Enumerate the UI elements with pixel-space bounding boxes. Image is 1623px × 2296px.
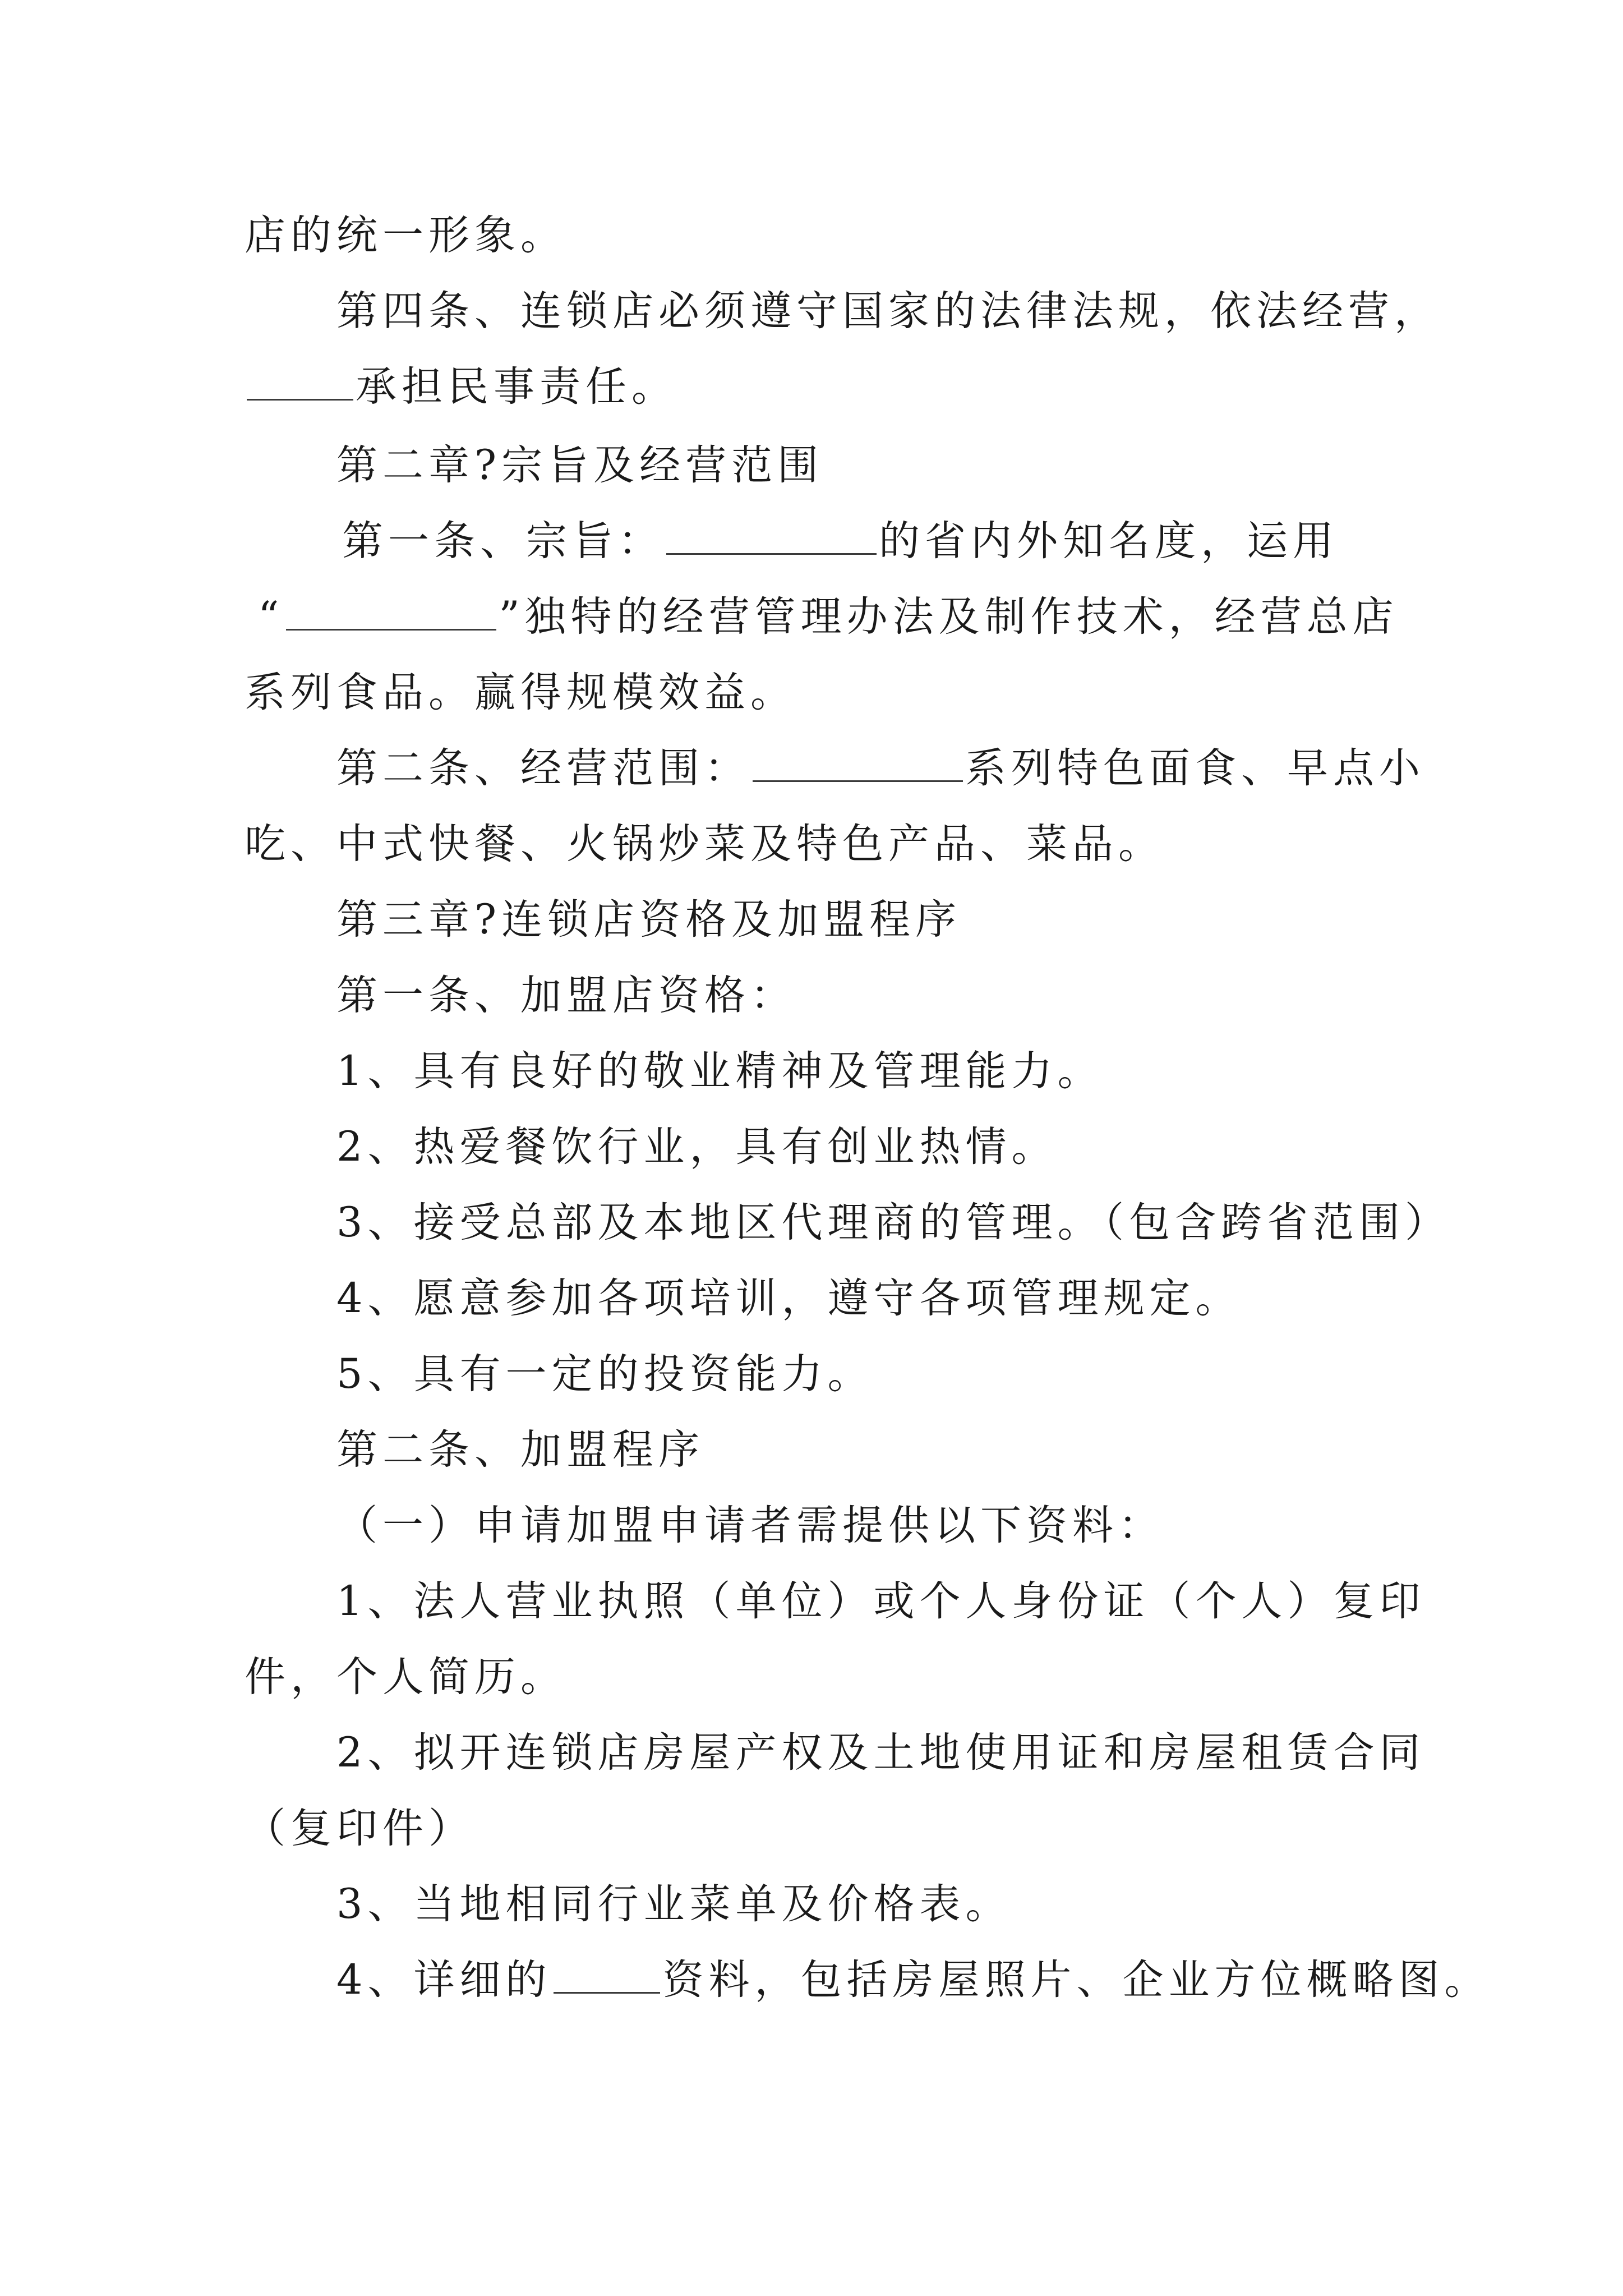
line-text: 4、愿意参加各项培训，遵守各项管理规定。 bbox=[336, 1274, 1242, 1322]
list-item bbox=[336, 1122, 1057, 1172]
line-text: 第一条、宗旨： bbox=[342, 517, 664, 565]
line-text: 1、法人营业执照（单位）或个人身份证（个人）复印 bbox=[336, 1577, 1426, 1625]
line-text: 第二条、加盟程序 bbox=[336, 1426, 704, 1474]
fill-in-blank bbox=[247, 364, 353, 401]
text-line bbox=[336, 1501, 1164, 1551]
fill-in-blank bbox=[286, 594, 496, 631]
list-item bbox=[336, 1273, 1241, 1324]
text-line bbox=[245, 1803, 474, 1854]
fill-in-blank bbox=[666, 518, 877, 555]
line-text: ”独特的经营管理办法及制作技术，经营总店 bbox=[499, 593, 1399, 641]
list-item bbox=[336, 1046, 1103, 1097]
list-item bbox=[336, 1576, 1425, 1627]
line-text: 吃、中式快餐、火锅炒菜及特色产品、菜品。 bbox=[245, 820, 1164, 868]
line-text: 第四条、连锁店必须遵守国家的法律法规，依法经营， bbox=[336, 287, 1440, 335]
line-text: “ bbox=[258, 593, 284, 641]
section-heading bbox=[336, 440, 823, 491]
line-text: 第二条、经营范围： bbox=[336, 744, 750, 792]
line-text: （一）申请加盟申请者需提供以下资料： bbox=[336, 1502, 1164, 1549]
line-text: 2、拟开连锁店房屋产权及土地使用证和房屋租赁合同 bbox=[336, 1729, 1426, 1777]
line-text: 系列特色面食、早点小 bbox=[965, 744, 1425, 792]
fill-in-blank bbox=[554, 1957, 660, 1994]
text-line bbox=[245, 210, 566, 261]
text-line bbox=[245, 1652, 566, 1703]
text-line bbox=[342, 516, 1339, 567]
text-line bbox=[245, 819, 1164, 869]
line-text: 的省内外知名度，运用 bbox=[879, 517, 1339, 565]
section-heading bbox=[336, 895, 961, 945]
line-text: 店的统一形象。 bbox=[245, 211, 566, 259]
line-text: 3、接受总部及本地区代理商的管理。（包含跨省范围） bbox=[336, 1199, 1451, 1246]
text-line bbox=[258, 592, 1399, 642]
line-text: 2、热爱餐饮行业，具有创业热情。 bbox=[336, 1123, 1058, 1171]
line-text: 承担民事责任。 bbox=[356, 363, 677, 411]
list-item bbox=[336, 1879, 1011, 1930]
text-line bbox=[336, 1425, 704, 1475]
text-line bbox=[336, 743, 1425, 794]
line-text: 3、当地相同行业菜单及价格表。 bbox=[336, 1880, 1012, 1928]
text-line bbox=[336, 286, 1440, 337]
list-item bbox=[336, 1955, 1490, 2005]
line-text: （复印件） bbox=[245, 1805, 474, 1852]
text-line bbox=[245, 668, 796, 718]
line-text: 第一条、加盟店资格： bbox=[336, 972, 796, 1019]
list-item bbox=[336, 1349, 873, 1400]
list-item bbox=[336, 1198, 1451, 1248]
line-text: 5、具有一定的投资能力。 bbox=[336, 1350, 874, 1398]
line-text: 第三章?连锁店资格及加盟程序 bbox=[336, 896, 962, 944]
line-text: 系列食品。赢得规模效益。 bbox=[245, 669, 796, 716]
line-text: 件，个人简历。 bbox=[245, 1653, 566, 1701]
line-text: 1、具有良好的敬业精神及管理能力。 bbox=[336, 1047, 1104, 1095]
list-item bbox=[336, 1728, 1425, 1778]
line-text: 4、详细的 bbox=[336, 1956, 552, 2004]
line-text: 资料，包括房屋照片、企业方位概略图。 bbox=[662, 1956, 1491, 2004]
text-line bbox=[336, 970, 796, 1021]
text-line bbox=[245, 362, 677, 412]
line-text: 第二章?宗旨及经营范围 bbox=[336, 441, 824, 489]
fill-in-blank bbox=[753, 746, 963, 782]
